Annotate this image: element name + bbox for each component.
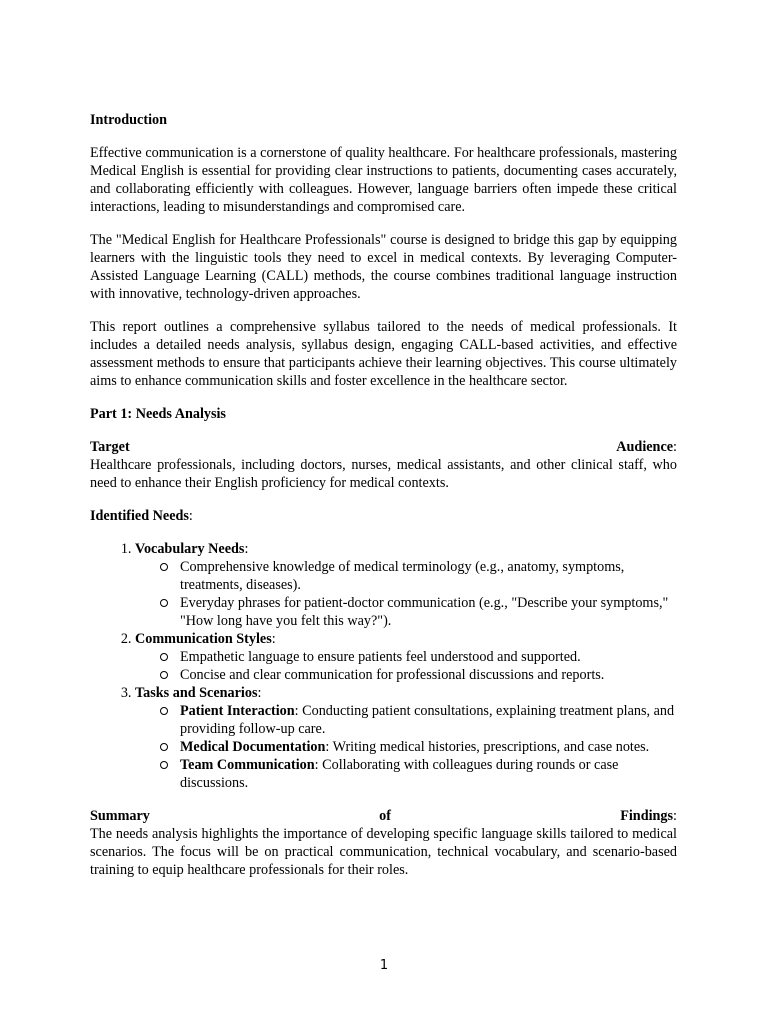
- needs-list-item: [135, 630, 677, 684]
- part1-heading: Part 1: Needs Analysis: [90, 406, 226, 422]
- sublist-item-bold: Team Communication: [180, 757, 315, 773]
- identified-needs-colon: :: [188, 508, 193, 524]
- target-label-word: Target: [90, 439, 130, 455]
- needs-list-item: [135, 540, 677, 630]
- intro-paragraph-3: This report outlines a comprehensive syllabus tailored to the needs of medical professionals. It includes a detailed needs analysis, syllabus design, engaging CALL-based activities, and effective assessment methods to ensure that participants achieve their learning objectives. This course ultimately aims to enhance communication skills and foster excellence in the healthcare sector.: [90, 319, 677, 389]
- tasks-sublist: [135, 702, 677, 792]
- page-number: 1: [379, 958, 389, 973]
- sublist-item: [180, 666, 677, 684]
- needs-list-item: [135, 684, 677, 792]
- sublist-item: [180, 738, 677, 756]
- sublist-item-text: : Writing medical histories, prescriptions, and case notes.: [325, 739, 650, 755]
- sublist-item-text: Concise and clear communication for professional discussions and reports.: [180, 667, 605, 683]
- summary-block: [90, 807, 677, 879]
- need-title-colon: :: [257, 685, 262, 701]
- of-word: of: [379, 808, 391, 824]
- sublist-item-bold: Medical Documentation: [180, 739, 326, 755]
- sublist-item: [180, 702, 677, 738]
- introduction-heading: Introduction: [90, 112, 167, 128]
- sublist-item: [180, 558, 677, 594]
- sublist-item-text: Everyday phrases for patient-doctor communication (e.g., "Describe your symptoms," "How long have you felt this way?").: [180, 595, 669, 629]
- target-audience-text: Healthcare professionals, including doctors, nurses, medical assistants, and other clinical staff, who need to enhance their English proficiency for medical contexts.: [90, 457, 677, 491]
- summary-word: Summary: [90, 808, 150, 824]
- intro-paragraph-1: Effective communication is a cornerstone of quality healthcare. For healthcare professionals, mastering Medical English is essential for providing clear instructions to patients, documenting cases accurately, and collaborating efficiently with colleagues. However, language barriers often impede these critical interactions, leading to misunderstandings and compromised care.: [90, 145, 677, 215]
- sublist-item-text: : Conducting patient consultations, explaining treatment plans, and providing follow-up care.: [180, 703, 675, 737]
- sublist-item: [180, 648, 677, 666]
- need-title-tasks: Tasks and Scenarios: [135, 685, 258, 701]
- sublist-item: [180, 756, 677, 792]
- need-title-colon: :: [244, 541, 249, 557]
- target-audience-label: [90, 438, 677, 456]
- sublist-item-text: : Collaborating with colleagues during rounds or case discussions.: [180, 757, 619, 791]
- sublist-item-text: Empathetic language to ensure patients feel understood and supported.: [180, 649, 581, 665]
- summary-label: [90, 807, 677, 825]
- needs-list: [90, 540, 677, 792]
- audience-label-group: [616, 438, 677, 456]
- audience-label-word: Audience: [616, 439, 674, 455]
- identified-needs-word: Identified Needs: [90, 508, 189, 524]
- need-title-vocabulary: Vocabulary Needs: [135, 541, 245, 557]
- communication-sublist: [135, 648, 677, 684]
- vocabulary-sublist: [135, 558, 677, 630]
- summary-text: The needs analysis highlights the importance of developing specific language skills tailored to medical scenarios. The focus will be on practical communication, technical vocabulary, and scenario-based training to equip healthcare professionals for their roles.: [90, 826, 677, 878]
- intro-paragraph-2: The "Medical English for Healthcare Professionals" course is designed to bridge this gap by equipping learners with the linguistic tools they need to excel in medical contexts. By leveraging Computer-Assisted Language Learning (CALL) methods, the course combines traditional language instruction with innovative, technology-driven approaches.: [90, 232, 677, 302]
- findings-word: Findings: [620, 808, 674, 824]
- target-audience-block: [90, 438, 677, 492]
- findings-colon: :: [673, 808, 677, 824]
- sublist-item-bold: Patient Interaction: [180, 703, 295, 719]
- sublist-item: [180, 594, 677, 630]
- sublist-item-text: Comprehensive knowledge of medical terminology (e.g., anatomy, symptoms, treatments, diseases).: [180, 559, 625, 593]
- need-title-communication: Communication Styles: [135, 631, 272, 647]
- document-body: [90, 111, 677, 879]
- identified-needs-label: [90, 507, 677, 525]
- audience-colon: :: [673, 439, 677, 455]
- need-title-colon: :: [271, 631, 276, 647]
- findings-label-group: [620, 807, 677, 825]
